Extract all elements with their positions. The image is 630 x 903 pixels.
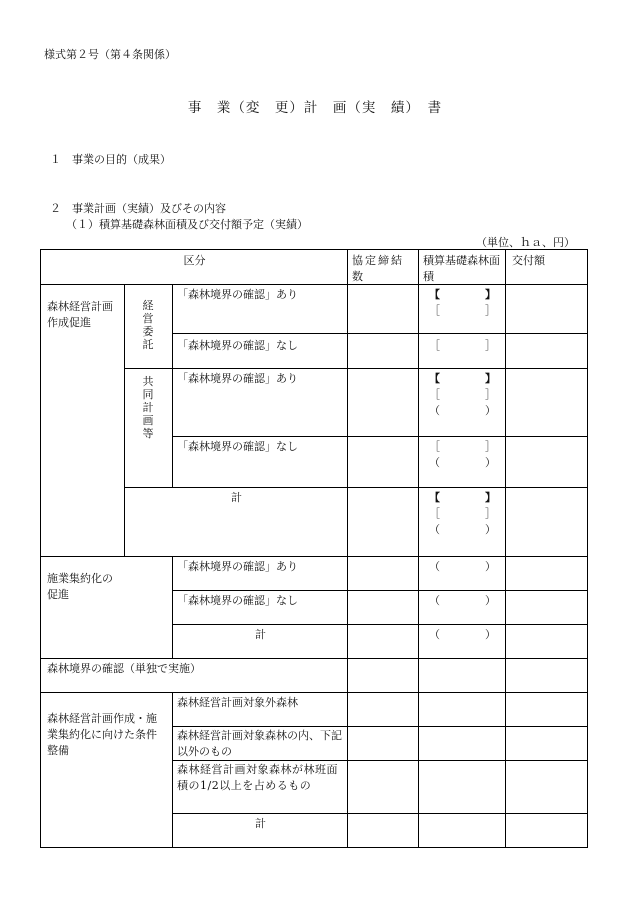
g2-nashi-label-cell <box>172 590 347 624</box>
group2-label: 施業集約化の促進 <box>47 572 113 601</box>
bracket: ） <box>485 628 496 641</box>
g4-total-kyotei <box>347 813 418 847</box>
g4-total-label: 計 <box>255 817 266 830</box>
g1-s1-ari-label-cell <box>172 284 347 333</box>
g2-nashi-kofu <box>505 590 587 624</box>
bracket: ） <box>485 594 496 607</box>
header-menseki-cell <box>418 249 505 284</box>
g4-r2-label: 森林経営計画対象森林の内、下記以外のもの <box>177 729 342 758</box>
g4-total-menseki <box>418 813 505 847</box>
section-1-heading: １ 事業の目的（成果） <box>50 153 171 166</box>
bracket: （ <box>429 404 440 417</box>
bracket: 】 <box>485 372 496 385</box>
g1-s1-ari-kyotei <box>347 284 418 333</box>
unit-note: （単位、ｈａ、円） <box>476 236 575 249</box>
bracket: （ <box>429 594 440 607</box>
g3-kyotei <box>347 658 418 692</box>
group1-sub1-label: 経営委託 <box>142 299 154 351</box>
g1-s1-nashi-label: 「森林境界の確認」なし <box>177 339 298 352</box>
g2-total-label: 計 <box>255 628 266 641</box>
g2-total-menseki <box>418 624 505 658</box>
g1-s1-nashi-kofu <box>505 333 587 368</box>
g1-s2-ari-menseki <box>418 368 505 436</box>
g1-s1-nashi-kyotei <box>347 333 418 368</box>
group4-label-cell <box>40 692 172 847</box>
bracket: ［ <box>429 507 440 520</box>
header-kubun-cell <box>40 249 347 284</box>
bracket: 【 <box>429 491 440 504</box>
g1-s2-nashi-kyotei <box>347 436 418 487</box>
bracket: （ <box>429 523 440 536</box>
group2-label-cell <box>40 556 172 658</box>
g1-s2-ari-label-cell <box>172 368 347 436</box>
g4-total-label-cell <box>172 813 347 847</box>
group1-label-cell <box>40 284 124 556</box>
g4-r1-label-cell <box>172 692 347 726</box>
g4-r3-label-cell <box>172 760 347 813</box>
g1-total-label: 計 <box>231 491 242 504</box>
group3-label-cell <box>40 658 347 692</box>
bracket: ） <box>485 456 496 469</box>
g4-r1-kyotei <box>347 692 418 726</box>
header-menseki: 積算基礎森林面積 <box>423 254 500 283</box>
g2-nashi-menseki <box>418 590 505 624</box>
g2-ari-kyotei <box>347 556 418 590</box>
g1-total-label-cell <box>124 487 347 556</box>
g1-total-kyotei <box>347 487 418 556</box>
bracket: ［ <box>429 339 440 352</box>
g1-s1-nashi-label-cell <box>172 333 347 368</box>
group4-label: 森林経営計画作成・施業集約化に向けた条件整備 <box>47 712 157 757</box>
bracket: ） <box>485 404 496 417</box>
g4-r3-menseki <box>418 760 505 813</box>
g4-r1-label: 森林経営計画対象外森林 <box>177 696 298 709</box>
group3-label: 森林境界の確認（単独で実施） <box>47 662 201 675</box>
g4-r3-kofu <box>505 760 587 813</box>
g1-s2-nashi-menseki <box>418 436 505 487</box>
header-kofu-cell <box>505 249 587 284</box>
g2-total-label-cell <box>172 624 347 658</box>
g2-ari-kofu <box>505 556 587 590</box>
bracket: 【 <box>429 288 440 301</box>
g1-s2-ari-kyotei <box>347 368 418 436</box>
group1-sub2-label: 共同計画等 <box>142 375 154 440</box>
bracket: （ <box>429 628 440 641</box>
group1-sub1-cell <box>124 284 172 368</box>
g4-r3-label: 森林経営計画対象森林が林班面積の1/2以上を占めるもの <box>177 763 338 792</box>
g4-r3-kyotei <box>347 760 418 813</box>
bracket: 【 <box>429 372 440 385</box>
bracket: ［ <box>429 388 440 401</box>
form-number: 様式第２号（第４条関係） <box>44 48 176 61</box>
bracket: ］ <box>485 304 496 317</box>
header-kofu: 交付額 <box>512 254 545 267</box>
header-kubun: 区分 <box>183 254 206 267</box>
bracket: ［ <box>429 440 440 453</box>
g1-s1-ari-menseki <box>418 284 505 333</box>
header-kyotei: 協定締結数 <box>352 254 404 283</box>
bracket: ） <box>485 523 496 536</box>
g2-ari-menseki <box>418 556 505 590</box>
header-kyotei-cell <box>347 249 418 284</box>
group1-label: 森林経営計画作成促進 <box>47 300 113 329</box>
bracket: （ <box>429 456 440 469</box>
g4-r2-menseki <box>418 726 505 760</box>
g1-s2-ari-kofu <box>505 368 587 436</box>
g2-total-kyotei <box>347 624 418 658</box>
group1-sub2-cell <box>124 368 172 487</box>
g3-menseki <box>418 658 505 692</box>
bracket: （ <box>429 560 440 573</box>
bracket: ） <box>485 560 496 573</box>
bracket: ］ <box>485 339 496 352</box>
g2-ari-label: 「森林境界の確認」あり <box>177 560 298 573</box>
g4-r1-kofu <box>505 692 587 726</box>
g4-r2-label-cell <box>172 726 347 760</box>
g4-r1-menseki <box>418 692 505 726</box>
g1-total-kofu <box>505 487 587 556</box>
g3-kofu <box>505 658 587 692</box>
bracket: 】 <box>485 491 496 504</box>
section-2-heading: ２ 事業計画（実績）及びその内容 <box>50 202 226 215</box>
g2-nashi-label: 「森林境界の確認」なし <box>177 594 298 607</box>
g1-s1-nashi-menseki <box>418 333 505 368</box>
bracket: ］ <box>485 440 496 453</box>
g1-s2-nashi-label: 「森林境界の確認」なし <box>177 440 298 453</box>
section-2-1-heading: （１）積算基礎森林面積及び交付額予定（実績） <box>66 218 308 231</box>
g1-s2-ari-label: 「森林境界の確認」あり <box>177 372 298 385</box>
bracket: ］ <box>485 388 496 401</box>
document-title: 事 業（変 更）計 画（実 績） 書 <box>187 100 443 116</box>
bracket: 】 <box>485 288 496 301</box>
g1-s2-nashi-label-cell <box>172 436 347 487</box>
g4-r2-kyotei <box>347 726 418 760</box>
g4-total-kofu <box>505 813 587 847</box>
bracket: ［ <box>429 304 440 317</box>
g1-s1-ari-label: 「森林境界の確認」あり <box>177 288 298 301</box>
g2-ari-label-cell <box>172 556 347 590</box>
g1-total-menseki <box>418 487 505 556</box>
g2-nashi-kyotei <box>347 590 418 624</box>
plan-table <box>40 249 588 848</box>
g1-s1-ari-kofu <box>505 284 587 333</box>
g2-total-kofu <box>505 624 587 658</box>
bracket: ］ <box>485 507 496 520</box>
g4-r2-kofu <box>505 726 587 760</box>
g1-s2-nashi-kofu <box>505 436 587 487</box>
